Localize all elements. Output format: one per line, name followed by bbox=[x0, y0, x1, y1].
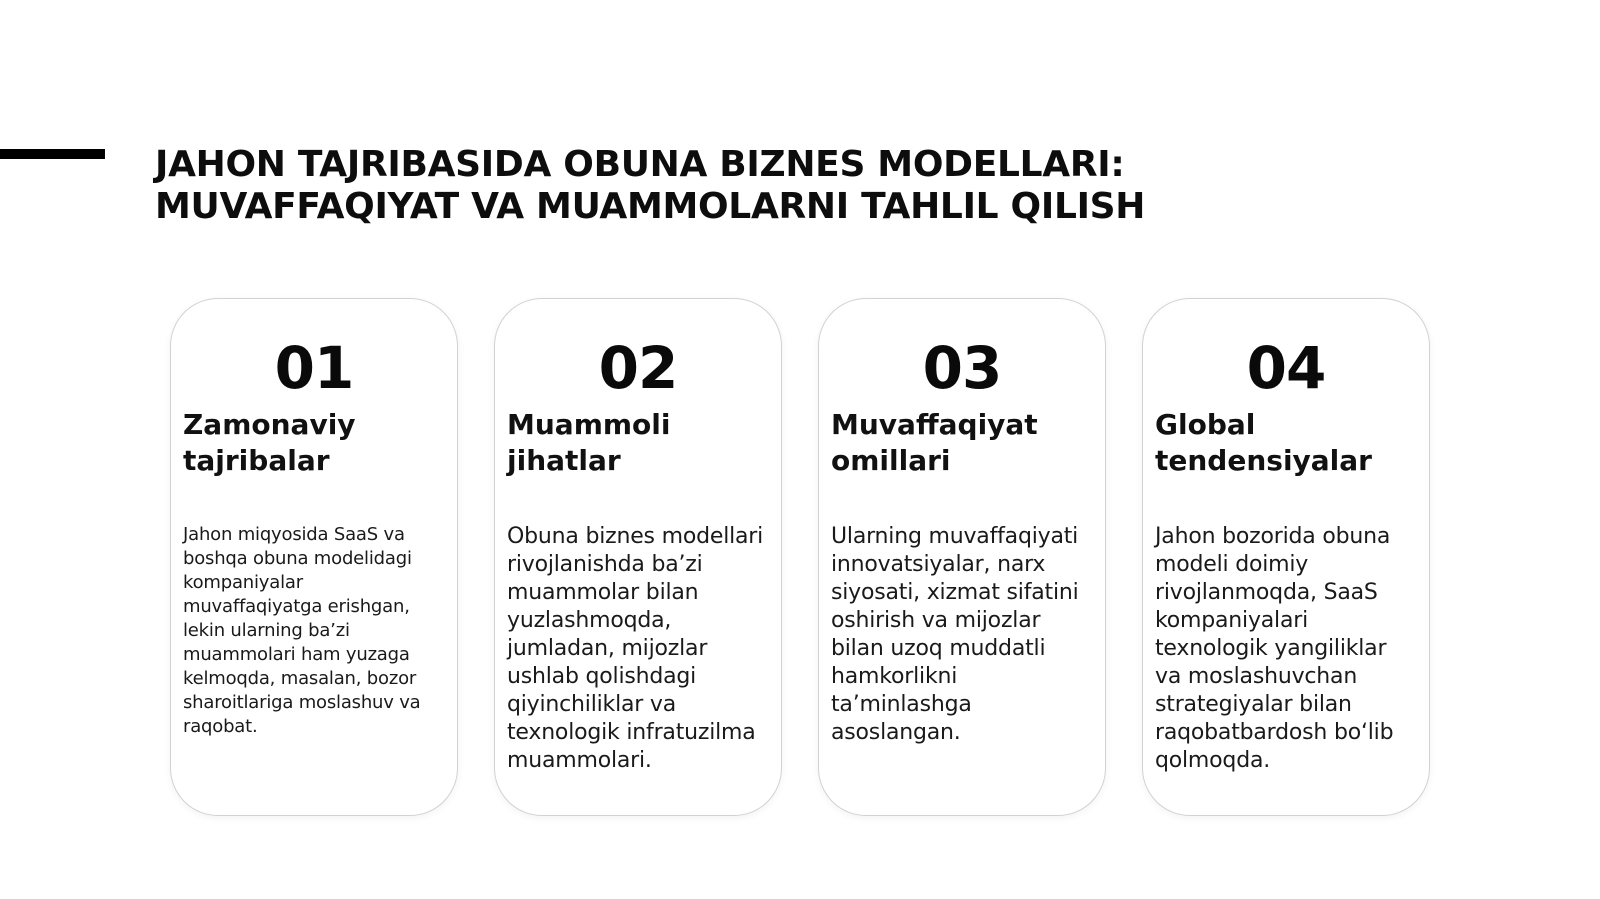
card-text-line: modeli doimiy bbox=[1155, 552, 1309, 577]
card-heading-line: Global bbox=[1155, 408, 1256, 441]
card-text-line: qiyinchiliklar va bbox=[507, 692, 677, 717]
card-text-line: kelmoqda, masalan, bozor bbox=[183, 668, 417, 689]
card-number: 01 bbox=[274, 334, 354, 402]
card-text-line: yuzlashmoqda, bbox=[507, 608, 672, 633]
card-text-line: Ularning muvaffaqiyati bbox=[831, 524, 1079, 549]
card-text-line: rivojlanmoqda, SaaS bbox=[1155, 580, 1378, 605]
card-heading-line: omillari bbox=[831, 444, 951, 477]
card-text-line: rivojlanishda ba’zi bbox=[507, 552, 703, 577]
card-heading-line: Zamonaviy bbox=[183, 408, 356, 441]
card-text-line: sharoitlariga moslashuv va bbox=[183, 692, 421, 713]
card-heading bbox=[1155, 407, 1417, 479]
card-text-line: bilan uzoq muddatli bbox=[831, 636, 1046, 661]
card-text-line: lekin ularning ba’zi bbox=[183, 620, 350, 641]
card-number: 03 bbox=[922, 334, 1002, 402]
card-problem-aspects bbox=[494, 298, 782, 816]
card-heading-line: Muammoli bbox=[507, 408, 671, 441]
card-description bbox=[183, 523, 451, 739]
card-text-line: texnologik infratuzilma bbox=[507, 720, 756, 745]
card-text-line: muammolari ham yuzaga bbox=[183, 644, 410, 665]
card-heading-line: tajribalar bbox=[183, 444, 330, 477]
card-description bbox=[507, 523, 775, 775]
card-text-line: ta’minlashga bbox=[831, 692, 972, 717]
card-text-line: ushlab qolishdagi bbox=[507, 664, 697, 689]
card-text-line: raqobat. bbox=[183, 716, 258, 737]
card-text-line: strategiyalar bilan bbox=[1155, 692, 1352, 717]
card-text-line: muammolari. bbox=[507, 748, 652, 773]
card-success-factors bbox=[818, 298, 1106, 816]
card-text-line: Obuna biznes modellari bbox=[507, 524, 764, 549]
card-heading bbox=[831, 407, 1093, 479]
slide-title-line-2: MUVAFFAQIYAT VA MUAMMOLARNI TAHLIL QILISH bbox=[155, 186, 1146, 227]
card-text-line: boshqa obuna modelidagi bbox=[183, 548, 412, 569]
card-text-line: qolmoqda. bbox=[1155, 748, 1271, 773]
card-heading-line: Muvaffaqiyat bbox=[831, 408, 1038, 441]
card-heading bbox=[507, 407, 769, 479]
card-number: 02 bbox=[598, 334, 678, 402]
card-text-line: Jahon miqyosida SaaS va bbox=[183, 524, 405, 545]
card-text-line: raqobatbardosh bo‘lib bbox=[1155, 720, 1394, 745]
card-heading bbox=[183, 407, 445, 479]
card-text-line: muvaffaqiyatga erishgan, bbox=[183, 596, 410, 617]
card-text-line: Jahon bozorida obuna bbox=[1155, 524, 1391, 549]
slide-title-line-1: JAHON TAJRIBASIDA OBUNA BIZNES MODELLARI: bbox=[155, 144, 1125, 185]
card-text-line: kompaniyalar bbox=[183, 572, 303, 593]
card-text-line: hamkorlikni bbox=[831, 664, 958, 689]
card-description bbox=[1155, 523, 1423, 775]
card-text-line: siyosati, xizmat sifatini bbox=[831, 580, 1079, 605]
card-text-line: kompaniyalari bbox=[1155, 608, 1309, 633]
card-modern-practices bbox=[170, 298, 458, 816]
card-text-line: oshirish va mijozlar bbox=[831, 608, 1041, 633]
card-text-line: jumladan, mijozlar bbox=[507, 636, 708, 661]
card-text-line: asoslangan. bbox=[831, 720, 961, 745]
card-heading-line: jihatlar bbox=[507, 444, 621, 477]
card-text-line: va moslashuvchan bbox=[1155, 664, 1358, 689]
card-text-line: innovatsiyalar, narx bbox=[831, 552, 1046, 577]
card-number: 04 bbox=[1246, 334, 1326, 402]
card-description bbox=[831, 523, 1099, 747]
card-text-line: texnologik yangiliklar bbox=[1155, 636, 1387, 661]
card-heading-line: tendensiyalar bbox=[1155, 444, 1372, 477]
card-text-line: muammolar bilan bbox=[507, 580, 699, 605]
card-global-trends bbox=[1142, 298, 1430, 816]
